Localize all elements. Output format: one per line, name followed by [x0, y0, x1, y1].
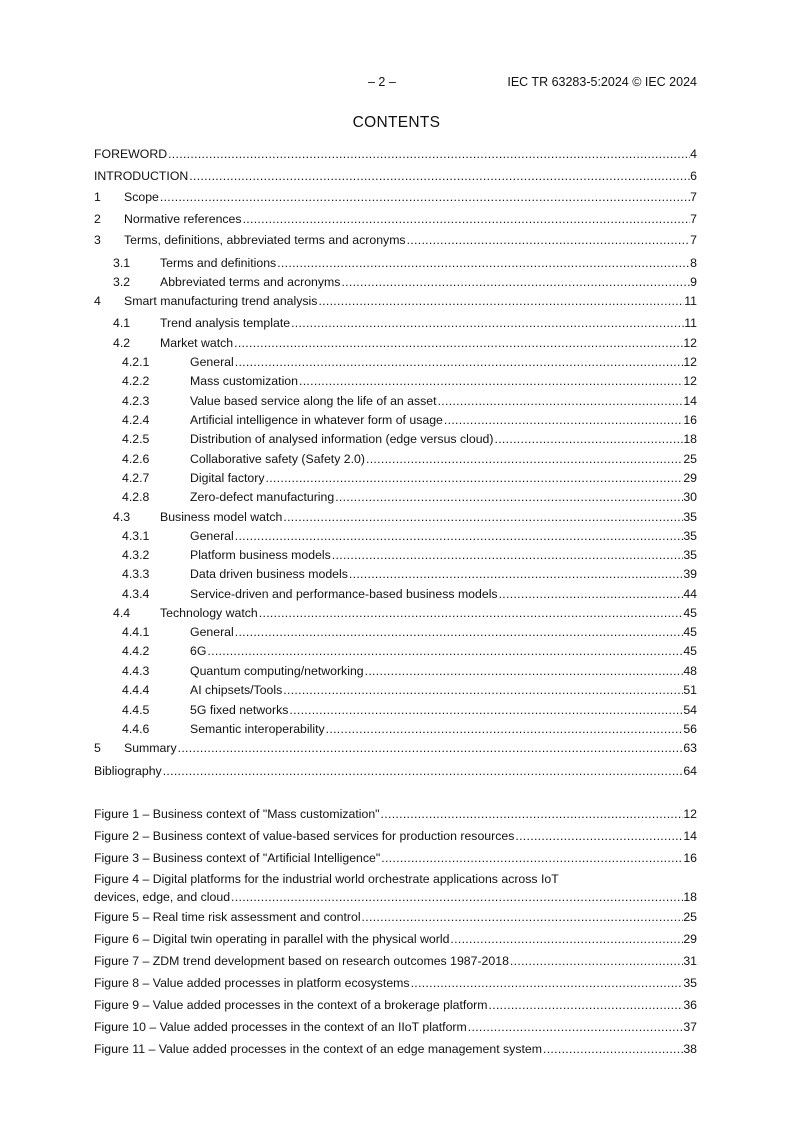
dot-leader	[514, 828, 683, 844]
dot-leader	[265, 470, 684, 486]
dot-leader	[449, 931, 683, 947]
figure-entry-title: Figure 6 – Digital twin operating in parallel with the physical world	[94, 932, 450, 946]
toc-entry-number: 4.2.8	[122, 490, 150, 504]
dot-leader	[290, 315, 684, 331]
toc-entry-number: 4.2	[113, 336, 131, 350]
dot-leader	[258, 605, 684, 621]
figure-entry-title: Figure 9 – Value added processes in the context of a brokerage platform	[94, 998, 488, 1012]
toc-entry[interactable]	[94, 740, 697, 756]
dot-leader	[380, 850, 683, 866]
dot-leader	[317, 293, 684, 309]
toc-entry-number: 3.1	[113, 256, 131, 270]
dot-leader	[498, 586, 684, 602]
toc-entry-number: 4.2.3	[122, 394, 150, 408]
toc-entry-page: 9	[690, 275, 697, 289]
figure-entry[interactable]	[94, 1019, 697, 1035]
toc-entry-number: 4.4.3	[122, 664, 150, 678]
toc-entry-number: 4.3.2	[122, 548, 150, 562]
figure-entry-page: 35	[683, 976, 697, 990]
toc-entry-page: 25	[683, 452, 697, 466]
toc-entry[interactable]	[94, 528, 697, 544]
dot-leader	[298, 373, 683, 389]
toc-entry[interactable]	[94, 211, 697, 227]
toc-entry[interactable]	[94, 489, 697, 505]
toc-entry[interactable]	[94, 682, 697, 698]
dot-leader	[206, 643, 683, 659]
toc-entry-number: 4.4.2	[122, 644, 150, 658]
toc-entry-number: 4.2.2	[122, 374, 150, 388]
toc-entry-title: Business model watch	[160, 510, 283, 524]
toc-entry[interactable]	[94, 293, 697, 309]
toc-entry-page: 39	[683, 567, 697, 581]
toc-entry-title: General	[190, 529, 234, 543]
toc-entry-title: 5G fixed networks	[190, 703, 289, 717]
toc-entry-title: FOREWORD	[94, 147, 168, 161]
toc-entry-number: 4.3	[113, 510, 131, 524]
toc-entry-title: Terms, definitions, abbreviated terms and acronyms	[124, 233, 406, 247]
toc-entry[interactable]	[94, 315, 697, 331]
dot-leader	[188, 168, 690, 184]
dot-leader	[282, 509, 683, 525]
figure-entry[interactable]	[94, 975, 697, 991]
toc-entry-page: 45	[683, 644, 697, 658]
dot-leader	[380, 806, 684, 822]
dot-leader	[493, 431, 683, 447]
figure-entry-title: Figure 3 – Business context of "Artificial Intelligence"	[94, 851, 381, 865]
toc-entry-title: Bibliography	[94, 764, 162, 778]
toc-entry-number: 1	[94, 190, 101, 204]
dot-leader	[340, 274, 690, 290]
toc-entry-page: 51	[683, 683, 697, 697]
toc-entry-title: Technology watch	[160, 606, 258, 620]
toc-entry-number: 4.4.1	[122, 625, 150, 639]
dot-leader	[361, 909, 684, 925]
dot-leader	[365, 451, 683, 467]
toc-entry-page: 8	[690, 256, 697, 270]
figure-entry-page: 38	[683, 1042, 697, 1056]
document-id: IEC TR 63283-5:2024 © IEC 2024	[507, 75, 697, 89]
toc-entry[interactable]	[94, 663, 697, 679]
toc-entry-title: Normative references	[124, 212, 242, 226]
toc-entry-number: 4.4	[113, 606, 131, 620]
toc-entry-page: 35	[683, 510, 697, 524]
toc-entry-title: Platform business models	[190, 548, 331, 562]
toc-entry-page: 16	[683, 413, 697, 427]
toc-entry-title: Data driven business models	[190, 567, 348, 581]
toc-entry-title: Zero-defect manufacturing	[190, 490, 335, 504]
toc-entry-page: 11	[684, 316, 697, 330]
toc-entry-page: 56	[683, 722, 697, 736]
toc-entry-page: 18	[683, 432, 697, 446]
toc-entry-page: 7	[690, 212, 697, 226]
figure-entry-title: Figure 5 – Real time risk assessment and control	[94, 910, 361, 924]
toc-entry[interactable]	[94, 393, 697, 409]
figure-entry-title: Figure 2 – Business context of value-based services for production resources	[94, 829, 515, 843]
figure-entry-page: 14	[683, 829, 697, 843]
toc-entry-number: 4.4.4	[122, 683, 150, 697]
figure-entry[interactable]	[94, 806, 697, 822]
dot-leader	[410, 975, 684, 991]
toc-entry-page: 44	[683, 587, 697, 601]
toc-entry[interactable]	[94, 274, 697, 290]
toc-entry[interactable]	[94, 232, 697, 248]
toc-entry[interactable]	[94, 721, 697, 737]
toc-entry-title: Digital factory	[190, 471, 265, 485]
dot-leader	[233, 335, 683, 351]
toc-entry[interactable]	[94, 605, 697, 621]
dot-leader	[437, 393, 684, 409]
toc-entry-page: 12	[683, 355, 697, 369]
dot-leader	[348, 566, 683, 582]
dot-leader	[467, 1019, 684, 1035]
toc-entry-page: 35	[683, 548, 697, 562]
toc-entry[interactable]	[94, 412, 697, 428]
figure-entry-page: 31	[683, 954, 697, 968]
toc-entry-number: 4.3.1	[122, 529, 150, 543]
toc-entry-number: 4.3.4	[122, 587, 150, 601]
toc-entry[interactable]	[94, 547, 697, 563]
toc-entry[interactable]	[94, 624, 697, 640]
toc-entry-title: Terms and definitions	[160, 256, 277, 270]
figure-entry-title: Figure 7 – ZDM trend development based on research outcomes 1987-2018	[94, 954, 509, 968]
toc-entry-page: 45	[683, 625, 697, 639]
toc-entry-page: 30	[683, 490, 697, 504]
figure-entry[interactable]	[94, 909, 697, 925]
figure-entry-title: Figure 11 – Value added processes in the context of an edge management system	[94, 1042, 542, 1056]
toc-entry[interactable]	[94, 566, 697, 582]
figure-entry-page: 37	[683, 1020, 697, 1034]
dot-leader	[162, 763, 684, 779]
dot-leader	[509, 953, 683, 969]
toc-entry-title: INTRODUCTION	[94, 169, 189, 183]
toc-entry-page: 12	[683, 374, 697, 388]
figure-entry-page: 29	[683, 932, 697, 946]
toc-entry-page: 48	[683, 664, 697, 678]
page-number: – 2 –	[368, 75, 396, 89]
page-title: CONTENTS	[352, 114, 441, 131]
toc-entry-number: 4.4.6	[122, 722, 150, 736]
toc-entry[interactable]	[94, 586, 697, 602]
dot-leader	[334, 489, 683, 505]
toc-entry-number: 2	[94, 212, 101, 226]
figure-entry-page: 16	[683, 851, 697, 865]
figure-entry[interactable]	[94, 953, 697, 969]
toc-entry[interactable]	[94, 451, 697, 467]
figure-entry[interactable]	[94, 828, 697, 844]
toc-entry-number: 4.2.5	[122, 432, 150, 446]
toc-entry-page: 7	[690, 233, 697, 247]
dot-leader	[234, 528, 684, 544]
dot-leader	[488, 997, 684, 1013]
toc-entry[interactable]	[94, 189, 697, 205]
figure-entry-page: 25	[683, 910, 697, 924]
toc-entry[interactable]	[94, 509, 697, 525]
toc-entry-title: Quantum computing/networking	[190, 664, 364, 678]
dot-leader	[230, 889, 683, 905]
toc-entry[interactable]	[94, 146, 697, 162]
toc-entry-page: 4	[690, 147, 697, 161]
dot-leader	[282, 682, 683, 698]
toc-entry[interactable]	[94, 431, 697, 447]
toc-entry-number: 5	[94, 741, 101, 755]
dot-leader	[242, 211, 691, 227]
toc-entry-title: General	[190, 625, 234, 639]
dot-leader	[234, 354, 684, 370]
figure-entry-title: Figure 1 – Business context of "Mass customization"	[94, 807, 380, 821]
toc-entry-page: 11	[684, 294, 697, 308]
dot-leader	[234, 624, 684, 640]
toc-entry-title: Artificial intelligence in whatever form of usage	[190, 413, 443, 427]
toc-entry-page: 54	[683, 703, 697, 717]
toc-entry[interactable]	[94, 702, 697, 718]
toc-entry-page: 14	[683, 394, 697, 408]
toc-entry-title: Trend analysis template	[160, 316, 291, 330]
dot-leader	[177, 740, 684, 756]
toc-entry-page: 12	[683, 336, 697, 350]
toc-entry-title: Service-driven and performance-based business models	[190, 587, 498, 601]
toc-entry-page: 64	[683, 764, 697, 778]
figure-entry[interactable]	[94, 850, 697, 866]
toc-entry-page: 6	[690, 169, 697, 183]
toc-entry-number: 4.4.5	[122, 703, 150, 717]
toc-entry[interactable]	[94, 335, 697, 351]
toc-entry-page: 7	[690, 190, 697, 204]
dot-leader	[443, 412, 683, 428]
figure-entry[interactable]	[94, 1041, 697, 1057]
dot-leader	[331, 547, 684, 563]
toc-entry-title: Collaborative safety (Safety 2.0)	[190, 452, 365, 466]
toc-entry-number: 4.3.3	[122, 567, 150, 581]
dot-leader	[288, 702, 683, 718]
toc-entry-title: Distribution of analysed information (edge versus cloud)	[190, 432, 494, 446]
toc-entry-title: Market watch	[160, 336, 234, 350]
toc-entry[interactable]	[94, 470, 697, 486]
toc-entry-page: 63	[683, 741, 697, 755]
toc-entry[interactable]	[94, 643, 697, 659]
figure-entry-title-line1[interactable]: Figure 4 – Digital platforms for the industrial world orchestrate applications across IoT	[94, 872, 559, 886]
dot-leader	[159, 189, 690, 205]
toc-entry[interactable]	[94, 373, 697, 389]
figure-entry[interactable]	[94, 931, 697, 947]
toc-entry[interactable]	[94, 763, 697, 779]
dot-leader	[276, 255, 690, 271]
toc-entry-title: 6G	[190, 644, 207, 658]
dot-leader	[542, 1041, 683, 1057]
toc-entry-number: 4.2.6	[122, 452, 150, 466]
toc-entry-title: General	[190, 355, 234, 369]
toc-entry-number: 4.2.7	[122, 471, 150, 485]
toc-entry[interactable]	[94, 255, 697, 271]
toc-entry-title: Mass customization	[190, 374, 298, 388]
figure-entry-title: Figure 10 – Value added processes in the context of an IIoT platform	[94, 1020, 467, 1034]
dot-leader	[325, 721, 684, 737]
toc-entry-number: 4.1	[113, 316, 131, 330]
toc-entry-number: 3.2	[113, 275, 131, 289]
toc-entry[interactable]	[94, 354, 697, 370]
dot-leader	[364, 663, 684, 679]
figure-entry[interactable]	[94, 889, 697, 905]
toc-entry-title: Smart manufacturing trend analysis	[124, 294, 318, 308]
toc-entry-title: Value based service along the life of an asset	[190, 394, 437, 408]
toc-entry-page: 45	[683, 606, 697, 620]
figure-entry-page: 12	[683, 807, 697, 821]
figure-entry-title: devices, edge, and cloud	[94, 890, 231, 904]
figure-entry-page: 18	[683, 890, 697, 904]
toc-entry-number: 4.2.1	[122, 355, 150, 369]
toc-entry-title: Semantic interoperability	[190, 722, 325, 736]
toc-entry-page: 29	[683, 471, 697, 485]
toc-entry-page: 35	[683, 529, 697, 543]
figure-entry-title: Figure 8 – Value added processes in platform ecosystems	[94, 976, 410, 990]
toc-entry[interactable]	[94, 168, 697, 184]
toc-entry-title: Abbreviated terms and acronyms	[160, 275, 341, 289]
toc-entry-title: Summary	[124, 741, 177, 755]
dot-leader	[406, 232, 691, 248]
figure-entry[interactable]	[94, 997, 697, 1013]
figure-entry-page: 36	[683, 998, 697, 1012]
dot-leader	[167, 146, 690, 162]
toc-entry-number: 4	[94, 294, 101, 308]
toc-entry-title: Scope	[124, 190, 159, 204]
toc-entry-number: 3	[94, 233, 101, 247]
toc-entry-number: 4.2.4	[122, 413, 150, 427]
toc-entry-title: AI chipsets/Tools	[190, 683, 283, 697]
